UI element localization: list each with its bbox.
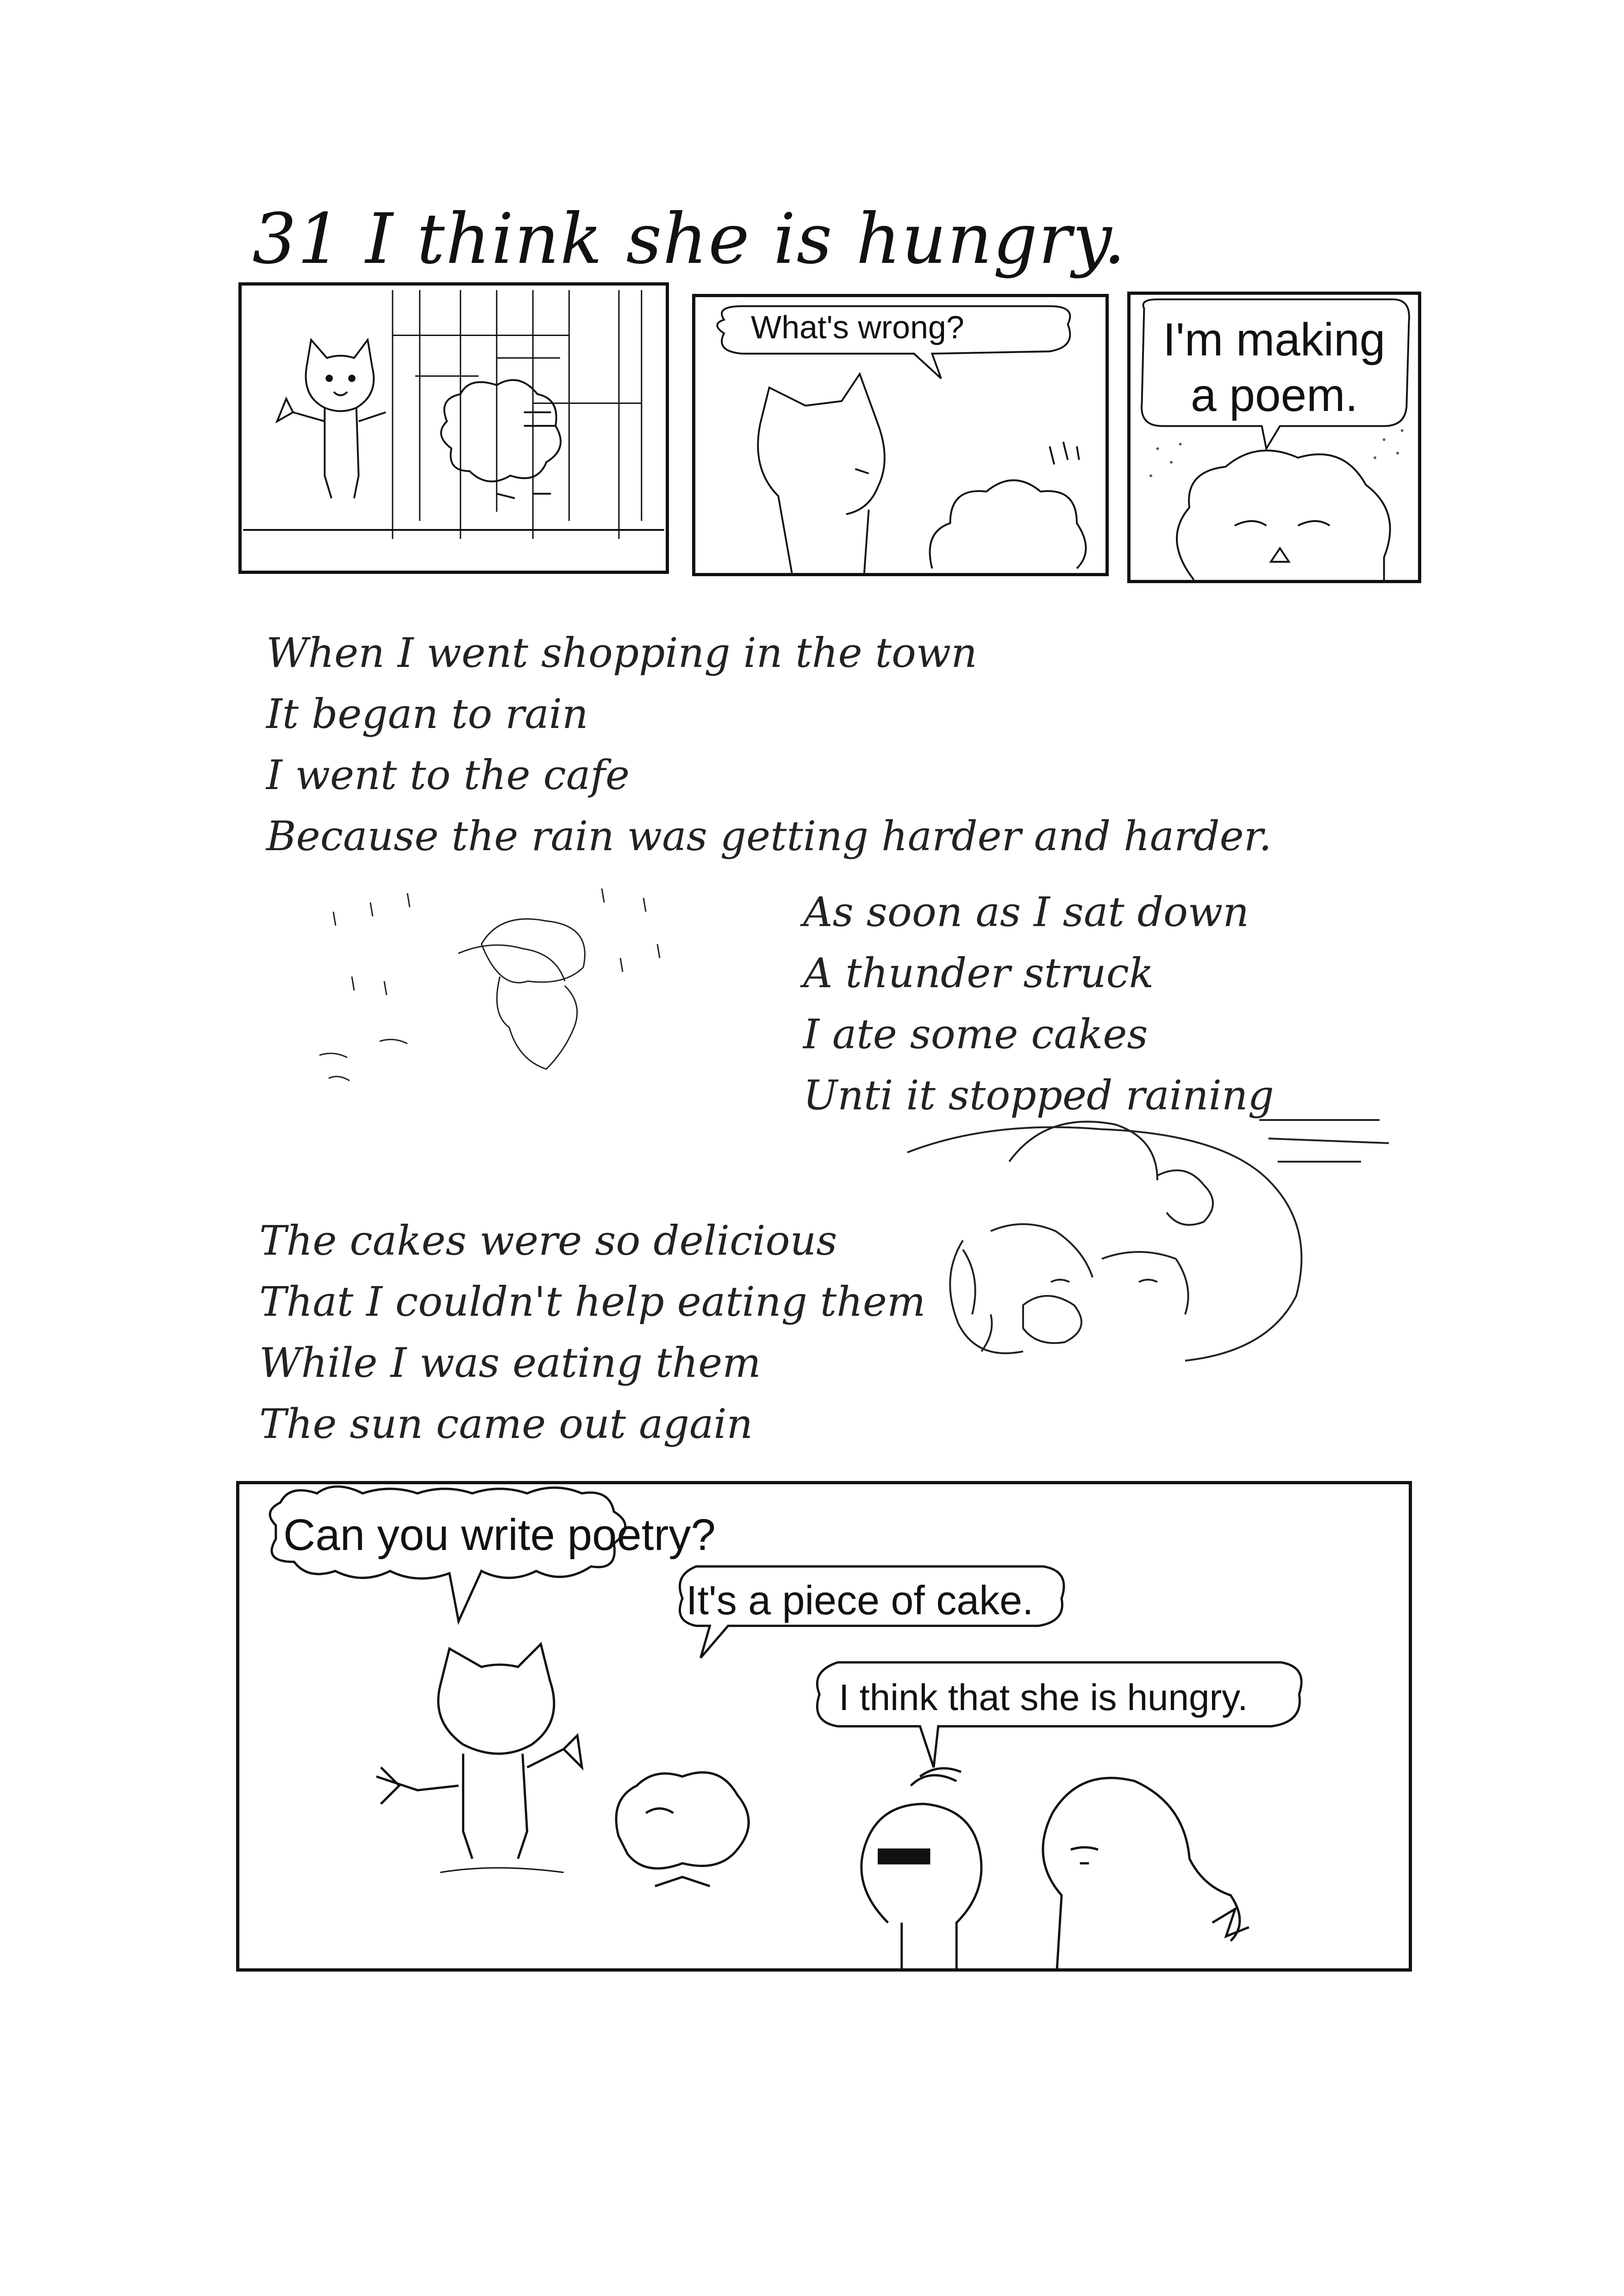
poem-line: Unti it stopped raining <box>803 1071 1274 1119</box>
panel-2-speech-bubble: What's wrong? <box>751 309 964 345</box>
hat-lady-cake-illustration <box>898 1111 1407 1407</box>
page-title: 31 I think she is hungry. <box>252 199 1127 280</box>
bottom-speech-bubble-2: It's a piece of cake. <box>686 1577 1034 1623</box>
panel-3-speech-line-1: I'm making <box>1163 314 1386 366</box>
poem-line: When I went shopping in the town <box>266 629 977 677</box>
poem-line: The sun came out again <box>259 1400 753 1448</box>
poem-stanza-1 <box>266 622 1272 867</box>
comic-panel-bottom <box>236 1481 1412 1972</box>
comic-panel-2 <box>692 294 1109 576</box>
poem-line: While I was eating them <box>259 1339 761 1387</box>
poem-line: I ate some cakes <box>803 1010 1148 1058</box>
comic-panel-1 <box>238 282 669 574</box>
poem-stanza-2 <box>803 882 1274 1126</box>
poem-line: Because the rain was getting harder and harder. <box>266 812 1272 860</box>
poem-line: As soon as I sat down <box>803 888 1249 936</box>
poem-line: The cakes were so delicious <box>259 1217 837 1264</box>
bottom-speech-bubble-3: I think that she is hungry. <box>839 1677 1248 1718</box>
poem-line: It began to rain <box>266 690 588 738</box>
poem-stanza-3 <box>259 1210 925 1455</box>
panel-1-illustration <box>242 286 666 571</box>
panel-3-speech-line-2: a poem. <box>1191 369 1358 421</box>
comic-panel-3 <box>1127 292 1421 583</box>
poem-line: That I couldn't help eating them <box>259 1278 926 1325</box>
poem-line: A thunder struck <box>803 949 1154 997</box>
rain-lady-illustration <box>306 875 676 1106</box>
poem-line: I went to the cafe <box>266 751 630 799</box>
bottom-speech-bubble-1: Can you write poetry? <box>283 1510 716 1560</box>
